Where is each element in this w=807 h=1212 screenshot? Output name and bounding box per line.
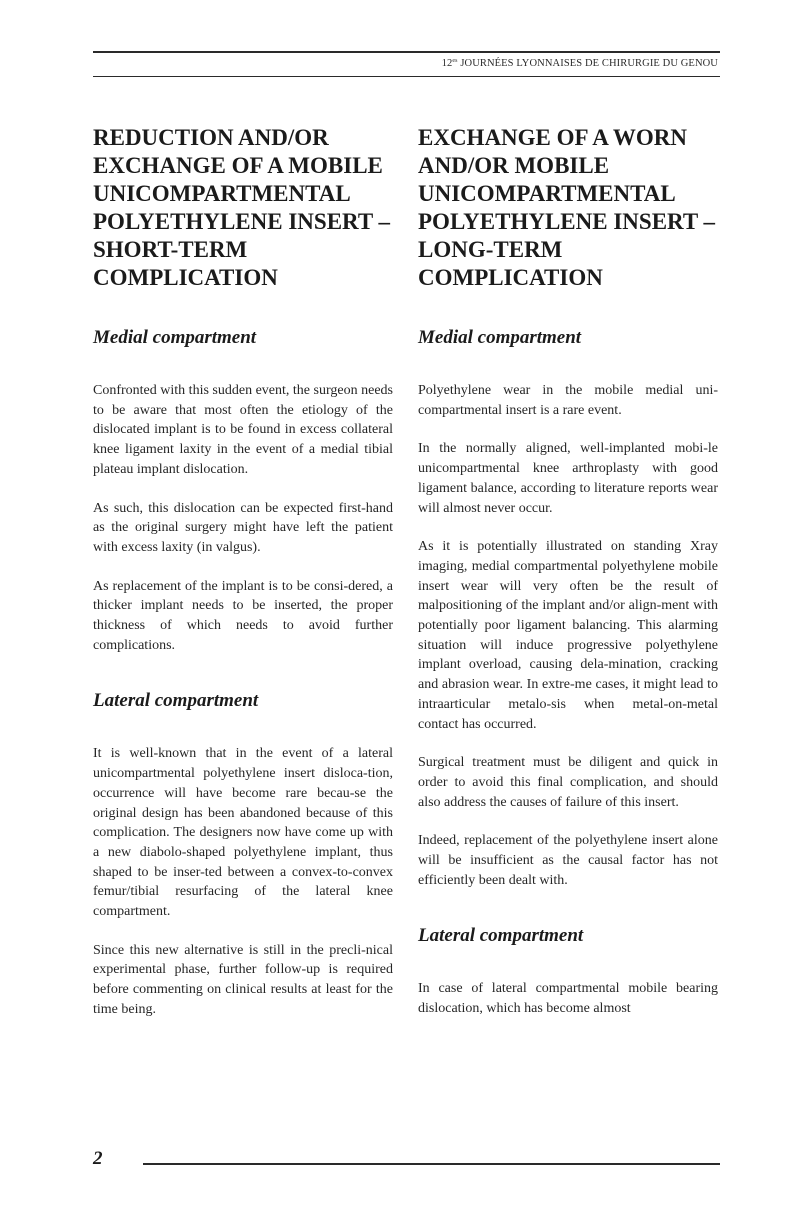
header-bottom-rule: [93, 76, 720, 77]
left-medial-heading: Medial compartment: [93, 327, 257, 348]
right-medial-paragraph-3: As it is potentially illustrated on standing Xray imaging, medial compartmental polyethylene mobile insert wear will very often be the result of malpositioning of the implant and/or align-ment with potentially poor ligament balancing. This alarming situation will induce progressive polyethylene implant overload, causing dela-mination, cracking and abrasion wear. In extre-me cases, it might lead to intraarticular metalo-sis when metal-on-metal contact has occurred.: [418, 539, 718, 732]
running-head-title: JOURNÉES LYONNAISES DE CHIRURGIE DU GENOU: [457, 58, 718, 69]
right-column-title: EXCHANGE OF A WORN AND/OR MOBILE UNICOMPARTMENTAL POLYETHYLENE INSERT – LONG-TERM COMPLICATION: [418, 125, 716, 290]
running-head: [442, 58, 718, 69]
right-medial-paragraph-4: Surgical treatment must be diligent and quick in order to avoid this final complication, and should also address the causes of failure of this insert.: [418, 755, 718, 810]
right-medial-paragraph-1: Polyethylene wear in the mobile medial uni-compartmental insert is a rare event.: [418, 383, 718, 418]
left-medial-paragraph-1: Confronted with this sudden event, the surgeon needs to be aware that most often the etiology of the dislocated implant is to be found in excess collateral knee ligament laxity in the event of a medial tibial plateau implant dislocation.: [93, 383, 393, 477]
left-medial-paragraph-3: As replacement of the implant is to be consi-dered, a thicker implant needs to be inserted, the proper thickness of which needs to avoid further complications.: [93, 578, 393, 653]
right-medial-paragraph-5: Indeed, replacement of the polyethylene insert alone will be insufficient as the causal factor has not efficiently been dealt with.: [418, 833, 718, 888]
left-lateral-paragraph-1: It is well-known that in the event of a lateral unicompartmental polyethylene insert disloca-tion, occurrence will have become rare becau-se the original design has been abandoned because of this complication. The designers now have come up with a new diabolo-shaped polyethylene implant, thus shaped to be inser-ted between a convex-to-convex femur/tibial resurfacing of the lateral knee compartment.: [93, 746, 393, 920]
footer-rule: [143, 1163, 720, 1165]
right-medial-heading: Medial compartment: [418, 327, 582, 348]
right-lateral-heading: Lateral compartment: [418, 925, 584, 947]
right-medial-paragraph-2: In the normally aligned, well-implanted mobi-le unicompartmental knee arthroplasty with good ligament balance, according to literature reports wear will almost never occur.: [418, 441, 718, 516]
right-lateral-paragraph-1: In case of lateral compartmental mobile bearing dislocation, which has become almost: [418, 981, 718, 1017]
right-column: [418, 124, 718, 1019]
running-head-number: 12: [441, 58, 453, 69]
left-lateral-paragraph-2: Since this new alternative is still in the precli-nical experimental phase, further follow-up is required before commenting on clinical results at least for the time being.: [93, 942, 393, 1017]
left-medial-paragraph-2: As such, this dislocation can be expected first-hand as the original surgery might have left the patient with excess laxity (in valgus).: [93, 500, 393, 555]
page-number: 2: [93, 1148, 103, 1169]
left-lateral-heading: Lateral compartment: [93, 690, 259, 712]
header-top-rule: [93, 51, 720, 53]
left-column: [93, 124, 393, 1020]
running-head-ordinal: es: [452, 58, 458, 64]
left-column-title: REDUCTION AND/OR EXCHANGE OF A MOBILE UNICOMPARTMENTAL POLYETHYLENE INSERT – SHORT-TERM COMPLICATION: [93, 125, 391, 290]
